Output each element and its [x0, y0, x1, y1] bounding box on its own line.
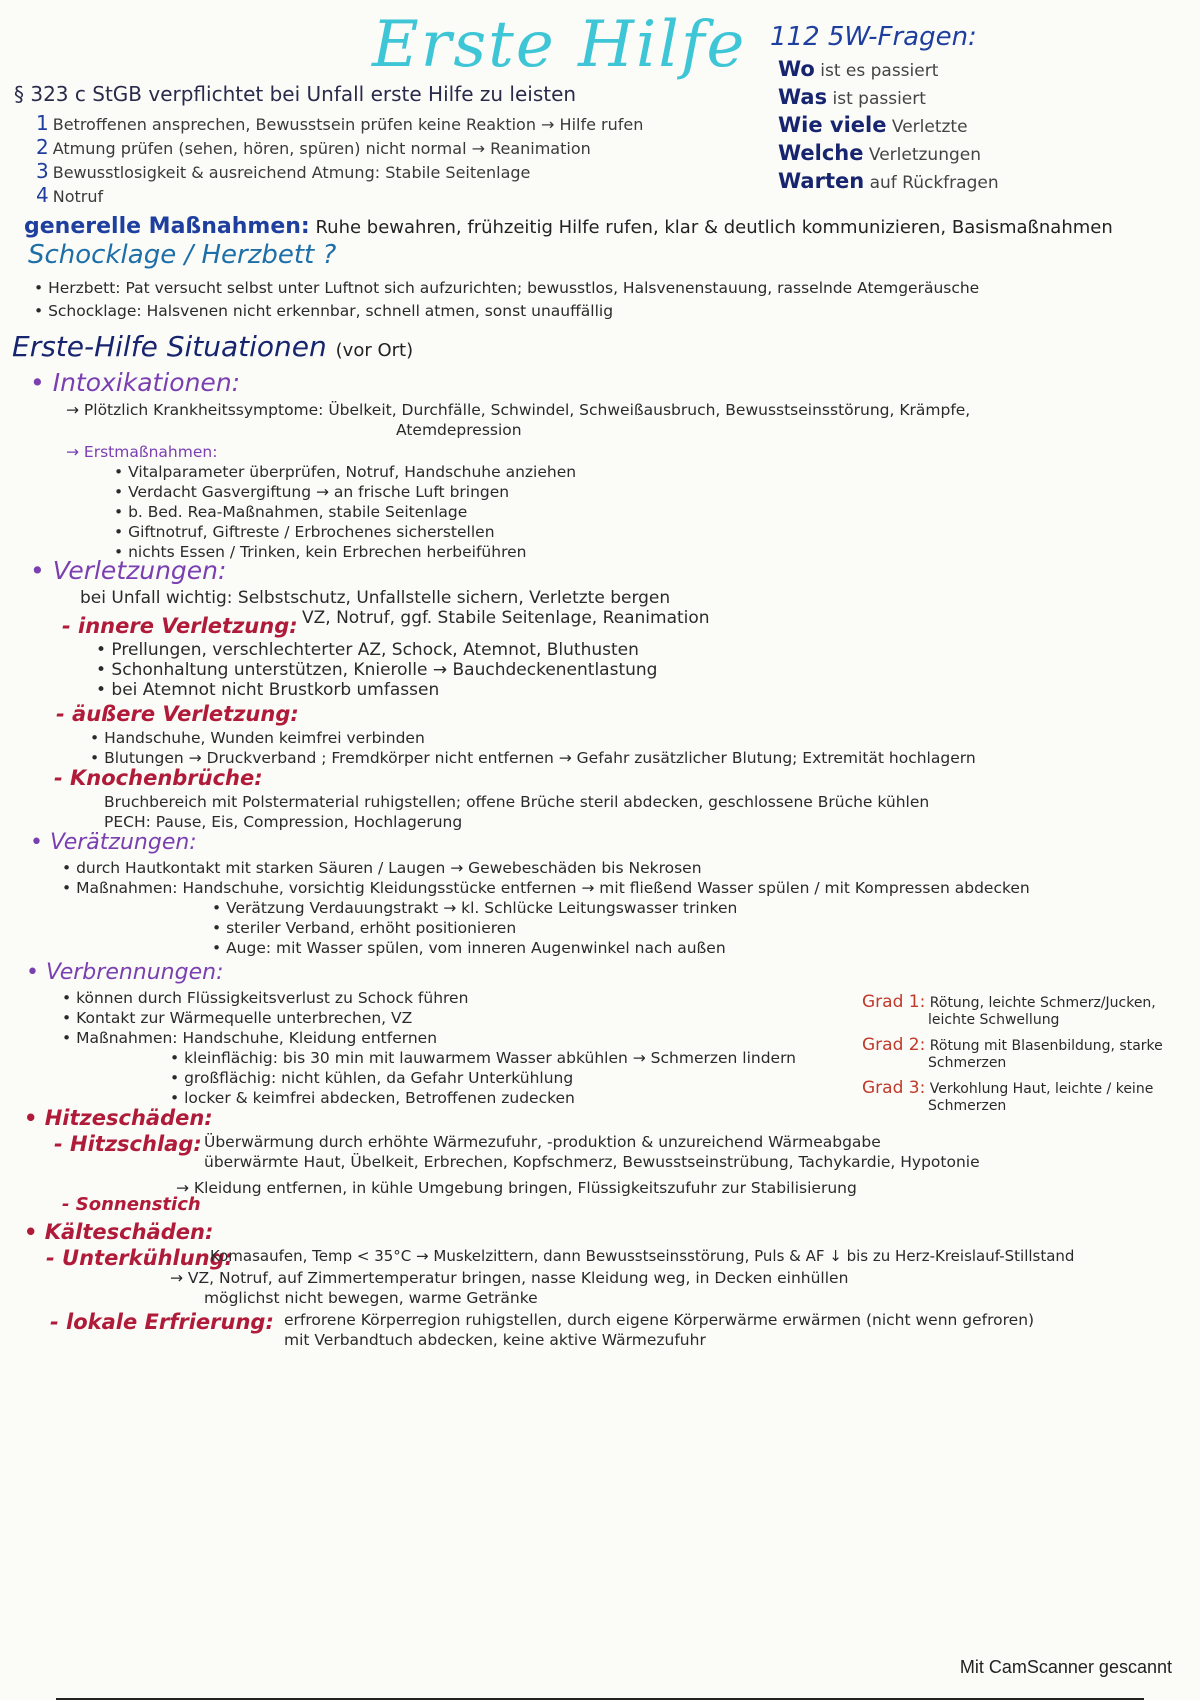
- inner-injury-list: • Prellungen, verschlechterter AZ, Schock, Atemnot, Bluthusten • Schonhaltung unterstützen, Knierolle → Bauchdeckenentlastung • bei Atemnot nicht Brustkorb umfassen: [96, 640, 658, 700]
- burns-list: • können durch Flüssigkeitsverlust zu Schock führen • Kontakt zur Wärmequelle unterbrechen, VZ • Maßnahmen: Handschuhe, Kleidung entfernen • kleinflächig: bis 30 min mit lauwarmem Wasser abkühlen → Schmerzen lindern • großflächig: nicht kühlen, da Gefahr Unterkühlung • locker & keimfrei abdecken, Betroffenen zudecken: [62, 989, 797, 1107]
- frostbite-text: erfrorene Körperregion ruhigstellen, durch eigene Körperwärme erwärmen (nicht wenn gefroren) mit Verbandtuch abdecken, keine aktive Wärmezufuhr: [284, 1311, 1035, 1349]
- page-title: Erste Hilfe: [372, 8, 747, 82]
- sunstroke-label: - Sonnenstich: [62, 1194, 201, 1215]
- burn-grades: [862, 994, 1163, 1115]
- intox-item: • Vitalparameter überprüfen, Notruf, Handschuhe anziehen: [114, 463, 577, 481]
- law-note: § 323 c StGB verpflichtet bei Unfall erste Hilfe zu leisten: [14, 82, 577, 106]
- intox-first-label: → Erstmaßnahmen:: [66, 443, 218, 461]
- five-w-list: [778, 56, 999, 196]
- five-w-item: Wo ist es passiert: [778, 57, 939, 81]
- five-w-title: 112 5W-Fragen:: [770, 22, 977, 52]
- intox-item: • b. Bed. Rea-Maßnahmen, stabile Seitenlage: [114, 503, 468, 521]
- hypothermia-text: Komasaufen, Temp < 35°C → Muskelzittern, dann Bewusstseinsstörung, Puls & AF ↓ bis zu Herz-Kreislauf-Stillstand: [210, 1247, 1075, 1265]
- intox-item: • Giftnotruf, Giftreste / Erbrochenes sicherstellen: [114, 523, 495, 541]
- five-w-item: Was ist passiert: [778, 85, 926, 109]
- chem-heading: • Verätzungen:: [30, 830, 197, 855]
- intox-first-list: [114, 462, 576, 562]
- heatstroke-text: Überwärmung durch erhöhte Wärmezufuhr, -produktion & unzureichend Wärmeabgabe überwärmte Haut, Übelkeit, Erbrechen, Kopfschmerz, Bewusstseinstrübung, Tachykardie, Hypotonie: [204, 1133, 980, 1171]
- step-item: 4 Notruf: [36, 183, 104, 207]
- five-w-item: Wie viele Verletzte: [778, 113, 968, 137]
- step-item: 1 Betroffenen ansprechen, Bewusstsein prüfen keine Reaktion → Hilfe rufen: [36, 111, 644, 135]
- inner-injury-label: - innere Verletzung:: [62, 614, 298, 638]
- intox-symptoms: → Plötzlich Krankheitssymptome: Übelkeit, Durchfälle, Schwindel, Schweißausbruch, Bewusstseinsstörung, Krämpfe, Atemdepression: [66, 401, 971, 439]
- shock-item: • Herzbett: Pat versucht selbst unter Luftnot sich aufzurichten; bewusstlos, Halsvenenstauung, rasselnde Atemgeräusche: [34, 279, 980, 297]
- intox-item: • nichts Essen / Trinken, kein Erbrechen herbeiführen: [114, 543, 527, 561]
- burns-heading: • Verbrennungen:: [26, 960, 224, 985]
- chem-list: • durch Hautkontakt mit starken Säuren / Laugen → Gewebeschäden bis Nekrosen • Maßnahmen: Handschuhe, vorsichtig Kleidungsstücke entfernen → mit fließend Wasser spülen / mit Kompressen abdecken • Verätzung Verdauungstrakt → kl. Schlücke Leitungswasser trinken • steriler Verband, erhöht positionieren • Auge: mit Wasser spülen, vom inneren Augenwinkel nach außen: [62, 859, 1030, 957]
- five-w-item: Welche Verletzungen: [778, 141, 982, 165]
- frostbite-label: - lokale Erfrierung:: [50, 1310, 274, 1334]
- five-w-item: Warten auf Rückfragen: [778, 169, 999, 193]
- step-item: 2 Atmung prüfen (sehen, hören, spüren) nicht normal → Reanimation: [36, 135, 591, 159]
- heatstroke-measures: → Kleidung entfernen, in kühle Umgebung bringen, Flüssigkeitszufuhr zur Stabilisierung: [176, 1179, 857, 1197]
- first-steps-list: [36, 112, 643, 208]
- outer-injury-label: - äußere Verletzung:: [56, 702, 299, 726]
- burn-grade: Grad 2: Rötung mit Blasenbildung, starke Schmerzen: [862, 1035, 1163, 1071]
- outer-injury-list: • Handschuhe, Wunden keimfrei verbinden • Blutungen → Druckverband ; Fremdkörper nicht entfernen → Gefahr zusätzlicher Blutung; Extremität hochlagern: [90, 729, 976, 767]
- situations-sub: (vor Ort): [335, 340, 414, 361]
- hypothermia-measures: → VZ, Notruf, auf Zimmertemperatur bringen, nasse Kleidung weg, in Decken einhüllen möglichst nicht bewegen, warme Getränke: [170, 1269, 849, 1307]
- fracture-label: - Knochenbrüche:: [54, 766, 263, 790]
- injuries-heading: • Verletzungen:: [30, 556, 227, 585]
- burn-grade: Grad 1: Rötung, leichte Schmerz/Jucken, leichte Schwellung: [862, 992, 1156, 1028]
- scanner-watermark: Mit CamScanner gescannt: [959, 1657, 1172, 1677]
- step-item: 3 Bewusstlosigkeit & ausreichend Atmung: Stabile Seitenlage: [36, 159, 531, 183]
- injuries-intro: bei Unfall wichtig: Selbstschutz, Unfallstelle sichern, Verletzte bergen VZ, Notruf, ggf. Stabile Seitenlage, Reanimation: [80, 588, 710, 628]
- heat-heading: • Hitzeschäden:: [24, 1106, 213, 1130]
- hypothermia-label: - Unterkühlung:: [46, 1246, 234, 1270]
- intox-item: • Verdacht Gasvergiftung → an frische Luft bringen: [114, 483, 510, 501]
- cold-heading: • Kälteschäden:: [24, 1220, 214, 1244]
- burn-grade: Grad 3: Verkohlung Haut, leichte / keine Schmerzen: [862, 1078, 1154, 1114]
- shock-item: • Schocklage: Halsvenen nicht erkennbar, schnell atmen, sonst unauffällig: [34, 302, 614, 320]
- heatstroke-label: - Hitzschlag:: [54, 1132, 202, 1156]
- intox-heading: • Intoxikationen:: [30, 368, 241, 397]
- general-measures: generelle Maßnahmen: Ruhe bewahren, frühzeitig Hilfe rufen, klar & deutlich kommunizieren, Basismaßnahmen: [24, 214, 1113, 239]
- fracture-list: Bruchbereich mit Polstermaterial ruhigstellen; offene Brüche steril abdecken, geschlossene Brüche kühlen PECH: Pause, Eis, Compression, Hochlagerung: [104, 793, 930, 831]
- situations-heading: Erste-Hilfe Situationen (vor Ort): [12, 330, 414, 363]
- shock-heading: Schocklage / Herzbett ?: [28, 240, 337, 270]
- shock-list: [34, 277, 979, 323]
